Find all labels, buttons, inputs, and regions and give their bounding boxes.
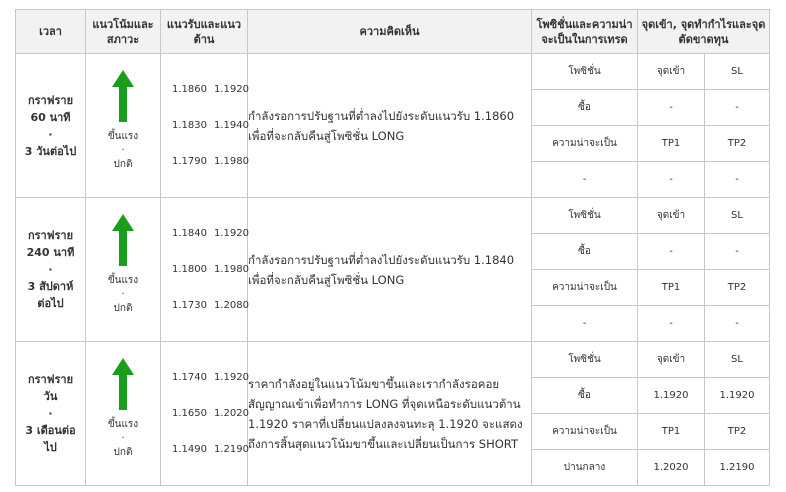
comment-cell: กำลังรอการปรับฐานที่ต่ำลงไปยังระดับแนวรับ 1.1840 เพื่อที่จะกลับคืนสู่โพซิชั่น LONG	[248, 198, 532, 342]
levels-cell	[161, 342, 248, 486]
support-level: 1.1830	[172, 120, 207, 131]
header-row	[16, 10, 770, 54]
period-line: 3 สัปดาห์	[27, 280, 74, 293]
position-subcell: โพซิชั่น	[532, 54, 638, 90]
support-level: 1.1840	[172, 228, 207, 239]
position-subcell: ซื้อ	[532, 378, 638, 414]
position-subcell: ซื้อ	[532, 90, 638, 126]
trend-label: ·	[121, 145, 125, 156]
market-outlook-table	[15, 9, 770, 486]
resistance-level: 1.2080	[214, 300, 249, 311]
trend-label: ขึ้นแรง	[107, 131, 139, 142]
trend-label: ·	[121, 433, 125, 444]
header-period: เวลา	[16, 10, 86, 54]
stop-subcell: TP2	[705, 414, 770, 450]
period-line: ·	[48, 407, 53, 420]
level-pair	[161, 360, 247, 396]
position-subcell: ปานกลาง	[532, 450, 638, 486]
position-subcell: ความน่าจะเป็น	[532, 270, 638, 306]
entry-subcell: TP1	[638, 126, 705, 162]
trend-label: ขึ้นแรง	[107, 419, 139, 430]
entry-subcell: จุดเข้า	[638, 342, 705, 378]
trend-label: ปกติ	[113, 159, 133, 170]
header-trend: แนวโน้มและสภาวะ	[86, 10, 161, 54]
period-line: 60 นาที	[30, 110, 71, 124]
stop-subcell: -	[705, 162, 770, 198]
level-pair	[161, 72, 247, 108]
period-line: กราฟราย	[27, 93, 74, 107]
period-line: 3 วันต่อไป	[24, 144, 77, 158]
stop-subcell: SL	[705, 198, 770, 234]
header-entry: จุดเข้า, จุดทำกำไรและจุดตัดขาดทุน	[638, 10, 770, 54]
trend-cell	[86, 342, 161, 486]
resistance-level: 1.2190	[214, 444, 249, 455]
support-level: 1.1740	[172, 372, 207, 383]
level-pair	[161, 288, 247, 324]
level-pair	[161, 108, 247, 144]
entry-subcell: -	[638, 90, 705, 126]
stop-subcell: TP2	[705, 126, 770, 162]
stop-subcell: SL	[705, 54, 770, 90]
trend-up-arrow-icon	[112, 214, 134, 266]
resistance-level: 1.1940	[214, 120, 249, 131]
level-pair	[161, 216, 247, 252]
period-line: ไป	[44, 441, 57, 454]
trend-cell	[86, 198, 161, 342]
resistance-level: 1.1980	[214, 264, 249, 275]
support-level: 1.1490	[172, 444, 207, 455]
header-position: โพซิชั่นและความน่าจะเป็นในการเทรด	[532, 10, 638, 54]
trend-labels	[86, 418, 160, 460]
stop-subcell: SL	[705, 342, 770, 378]
stop-subcell: 1.1920	[705, 378, 770, 414]
period-cell	[16, 198, 86, 342]
header-levels: แนวรับและแนวต้าน	[161, 10, 248, 54]
entry-subcell: TP1	[638, 270, 705, 306]
stop-subcell: -	[705, 306, 770, 342]
support-level: 1.1860	[172, 84, 207, 95]
entry-subcell: 1.1920	[638, 378, 705, 414]
period-line: 3 เดือนต่อ	[25, 424, 76, 437]
resistance-level: 1.1920	[214, 84, 249, 95]
entry-subcell: -	[638, 306, 705, 342]
level-pair	[161, 396, 247, 432]
level-pair	[161, 144, 247, 180]
levels-cell	[161, 54, 248, 198]
comment-cell: ราคากำลังอยู่ในแนวโน้มขาขึ้นและเรากำลังรอคอยสัญญาณเข้าเพื่อทำการ LONG ที่จุดเหนือระดับแนวต้าน 1.1920 ราคาที่เปลี่ยนแปลงลงจนทะลุ 1.1920 จะแสดงถึงการสิ้นสุดแนวโน้มขาขึ้นและเปลี่ยนเป็นการ SHORT	[248, 342, 532, 486]
resistance-level: 1.1920	[214, 228, 249, 239]
stop-subcell: TP2	[705, 270, 770, 306]
period-line: 240 นาที	[26, 246, 75, 259]
trend-label: ขึ้นแรง	[107, 275, 139, 286]
table-row	[16, 342, 770, 378]
level-pair	[161, 432, 247, 468]
period-line: วัน	[43, 390, 58, 403]
resistance-level: 1.1980	[214, 156, 249, 167]
stop-subcell: -	[705, 234, 770, 270]
resistance-level: 1.2020	[214, 408, 249, 419]
period-line: ต่อไป	[37, 297, 64, 310]
period-line: ·	[48, 263, 53, 276]
period-cell	[16, 54, 86, 198]
stop-subcell: 1.2190	[705, 450, 770, 486]
period-line: กราฟราย	[27, 229, 74, 242]
resistance-level: 1.1920	[214, 372, 249, 383]
entry-subcell: TP1	[638, 414, 705, 450]
period-line: ·	[48, 127, 53, 141]
entry-subcell: -	[638, 162, 705, 198]
trend-label: ปกติ	[113, 447, 133, 458]
position-subcell: -	[532, 306, 638, 342]
position-subcell: โพซิชั่น	[532, 342, 638, 378]
position-subcell: ซื้อ	[532, 234, 638, 270]
trend-up-arrow-icon	[112, 358, 134, 410]
position-subcell: ความน่าจะเป็น	[532, 126, 638, 162]
support-level: 1.1800	[172, 264, 207, 275]
entry-subcell: จุดเข้า	[638, 198, 705, 234]
trend-label: ·	[121, 289, 125, 300]
support-level: 1.1730	[172, 300, 207, 311]
level-pair	[161, 252, 247, 288]
period-cell	[16, 342, 86, 486]
entry-subcell: -	[638, 234, 705, 270]
levels-cell	[161, 198, 248, 342]
support-level: 1.1650	[172, 408, 207, 419]
table-body	[16, 54, 770, 486]
entry-subcell: จุดเข้า	[638, 54, 705, 90]
position-subcell: -	[532, 162, 638, 198]
trend-cell	[86, 54, 161, 198]
trend-label: ปกติ	[113, 303, 133, 314]
trend-labels	[86, 130, 160, 172]
stop-subcell: -	[705, 90, 770, 126]
trend-up-arrow-icon	[112, 70, 134, 122]
period-line: กราฟราย	[27, 373, 74, 386]
comment-cell: กำลังรอการปรับฐานที่ต่ำลงไปยังระดับแนวรับ 1.1860 เพื่อที่จะกลับคืนสู่โพซิชั่น LONG	[248, 54, 532, 198]
entry-subcell: 1.2020	[638, 450, 705, 486]
table-row	[16, 54, 770, 90]
position-subcell: โพซิชั่น	[532, 198, 638, 234]
support-level: 1.1790	[172, 156, 207, 167]
table-row	[16, 198, 770, 234]
position-subcell: ความน่าจะเป็น	[532, 414, 638, 450]
trend-labels	[86, 274, 160, 316]
header-comment: ความคิดเห็น	[248, 10, 532, 54]
